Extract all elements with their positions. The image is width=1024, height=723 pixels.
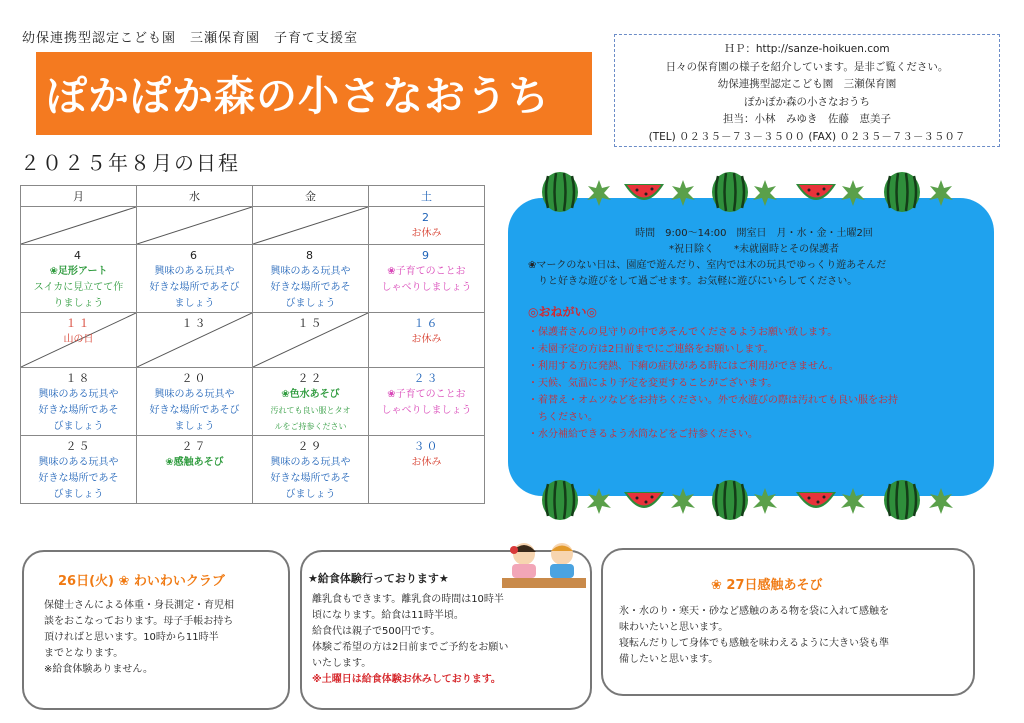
watermelon-icon [708, 170, 752, 214]
opening-exceptions: *祝日除く *未就園時とその保護者 [669, 244, 839, 255]
event-text: 汚れても良い服とタオ [270, 406, 351, 415]
request-item: ・保護者さんの見守りの中であそんでくださるようお願い致します。 [528, 327, 838, 338]
event-text: しゃべりしましょう [381, 405, 472, 416]
watermelon-icon [538, 170, 582, 214]
calendar-day-cell [21, 313, 137, 368]
weekday-header: 月 [21, 186, 137, 207]
watermelon-icon [880, 478, 924, 522]
request-item: ・天候、気温により予定を変更することがございます。 [528, 378, 778, 389]
day-number: １３ [181, 317, 208, 330]
event-text: ❀感触あそび [165, 457, 224, 468]
day-number: ２０ [181, 372, 208, 385]
closed-day-slash [137, 313, 252, 367]
day-number: ３０ [413, 440, 440, 453]
box-text: 談をおこなっております。母子手帳お持ち [44, 616, 234, 627]
event-text: 興味のある玩具や [154, 266, 235, 277]
event-text: しゃべりしましょう [381, 282, 472, 293]
schedule-calendar [20, 185, 485, 504]
saturday-warning: ※土曜日は給食体験お休みしております。 [312, 674, 501, 685]
calendar-day-cell [369, 368, 485, 436]
box-text: 味わいたいと思います。 [619, 622, 729, 633]
day-number: 9 [422, 249, 431, 262]
notice-text: ❀マークのない日は、園庭で遊んだり、室内では木の玩具でゆっくり遊あそんだ [528, 260, 887, 271]
watermelon-icon [708, 478, 752, 522]
day-number: １１ [65, 317, 92, 330]
event-text: 好きな場所であそ [270, 282, 351, 293]
event-text: ❀子育てのことお [387, 389, 466, 400]
children-eating-illustration [498, 540, 590, 592]
event-text: びましょう [285, 489, 336, 500]
leaf-icon [584, 486, 614, 516]
notice-text: りと好きな遊びをして過ごせます。お気軽に遊びにいらしてください。 [538, 276, 858, 287]
event-text: びましょう [285, 298, 336, 309]
event-text: ましょう [174, 298, 215, 309]
day-number: １６ [413, 317, 440, 330]
calendar-day-cell [137, 313, 253, 368]
calendar-day-cell [137, 245, 253, 313]
watermelon-slice-icon [622, 170, 666, 214]
event-text: 好きな場所であそ [38, 405, 119, 416]
leaf-icon [668, 178, 698, 208]
event-text: お休み [411, 228, 442, 239]
day-number: １５ [297, 317, 324, 330]
leaf-icon [926, 486, 956, 516]
box-text: いたします。 [312, 658, 372, 669]
box-text: 体験ご希望の方は2日前までご予約をお願い [312, 642, 509, 653]
day-number: ２５ [65, 440, 92, 453]
month-title: ２０２５年８月の日程 [20, 151, 240, 175]
box-text: 氷・水のり・寒天・砂など感触のある物を袋に入れて感触を [619, 606, 889, 617]
event-text: 興味のある玩具や [154, 389, 235, 400]
event-text: ❀子育てのことお [387, 266, 466, 277]
event-text: 興味のある玩具や [38, 389, 119, 400]
box-text: 寝転んだりして身体でも感触を味わえるように大きい袋も準 [619, 638, 889, 649]
calendar-day-cell [253, 436, 369, 504]
leaf-icon [838, 178, 868, 208]
event-text: 興味のある玩具や [270, 457, 351, 468]
box-text: ※給食体験ありません。 [44, 664, 153, 675]
box-text: 給食代は親子で500円です。 [312, 626, 441, 637]
event-text: 興味のある玩具や [270, 266, 351, 277]
calendar-day-cell [253, 313, 369, 368]
request-item: ・利用する方に発熱、下痢の症状がある時にはご利用ができません。 [528, 361, 839, 372]
calendar-day-cell [369, 436, 485, 504]
staff-line: 担当：小林 みゆき 佐藤 恵美子 [723, 113, 891, 125]
event-text: お休み [411, 457, 442, 468]
info-line: 日々の保育園の様子を紹介しています。是非ご覧ください。 [665, 60, 949, 73]
watermelon-decoration-bottom [538, 472, 968, 528]
watermelon-slice-icon [794, 478, 838, 522]
homepage-line: ＨＰ：http://sanze-hoikuen.com [724, 43, 890, 55]
calendar-day-cell [369, 313, 485, 368]
watermelon-slice-icon [622, 478, 666, 522]
event-text: ルをご持参ください [274, 422, 347, 431]
request-item: ・水分補給できるよう水筒などをご持参ください。 [528, 429, 758, 440]
event-text: 好きな場所であそび [149, 405, 240, 416]
day-number: 4 [74, 249, 83, 262]
info-line: 幼保連携型認定こども園 三瀬保育園 [717, 78, 897, 90]
request-item: ちください。 [528, 412, 598, 423]
notice-content [528, 226, 980, 443]
box-text: 備したいと思います。 [619, 654, 719, 665]
texture-play-title: ❀ 27日感触あそび [711, 578, 823, 593]
waiwai-club-title: 26日(火) ❀ わいわいクラブ [58, 574, 225, 589]
event-text: びましょう [53, 489, 104, 500]
calendar-day-cell [253, 207, 369, 245]
leaf-icon [584, 178, 614, 208]
event-text: 好きな場所であそび [149, 282, 240, 293]
texture-play-box [601, 548, 975, 696]
calendar-day-cell [21, 436, 137, 504]
contact-info-box [614, 34, 1000, 147]
calendar-day-cell [21, 245, 137, 313]
day-number: １８ [65, 372, 92, 385]
calendar-day-cell [137, 368, 253, 436]
request-item: ・着替え・オムツなどをお持ちください。外で水遊びの際は汚れても良い服をお持 [528, 395, 898, 406]
calendar-day-cell [253, 245, 369, 313]
organization-name: 幼保連携型認定こども園 三瀬保育園 子育て支援室 [22, 31, 359, 46]
day-number: ２９ [297, 440, 324, 453]
box-text: 頃になります。給食は11時半頃。 [312, 610, 464, 621]
leaf-icon [750, 486, 780, 516]
lunch-experience-title: ★給食体験行っております★ [308, 572, 449, 585]
weekday-header: 水 [137, 186, 253, 207]
day-number: 6 [190, 249, 199, 262]
calendar-day-cell [21, 207, 137, 245]
closed-day-slash [21, 207, 136, 244]
phone-line: (TEL) ０２３５－７３－３５００ (FAX) ０２３５－７３－３５０７ [648, 130, 966, 143]
watermelon-icon [880, 170, 924, 214]
event-text: 好きな場所であそ [38, 473, 119, 484]
event-text: ましょう [174, 421, 215, 432]
opening-hours: 時間 9:00～14:00 開室日 月・水・金・土曜2回 [635, 228, 873, 239]
watermelon-icon [538, 478, 582, 522]
leaf-icon [668, 486, 698, 516]
event-text: 興味のある玩具や [38, 457, 119, 468]
info-line: ぽかぽか森の小さなおうち [744, 95, 870, 108]
box-text: 離乳食もできます。離乳食の時間は10時半 [312, 594, 504, 605]
calendar-day-cell [137, 207, 253, 245]
event-text: びましょう [53, 421, 104, 432]
leaf-icon [838, 486, 868, 516]
request-item: ・未園予定の方は2日前までにご連絡をお願いします。 [528, 344, 774, 355]
waiwai-club-box [22, 550, 290, 710]
event-text: ❀足形アート [49, 266, 108, 277]
calendar-day-cell [369, 245, 485, 313]
request-heading: ◎おねがい◎ [528, 305, 597, 319]
calendar-day-cell [21, 368, 137, 436]
calendar-day-cell [369, 207, 485, 245]
event-text: スイカに見立てて作 [33, 282, 124, 293]
leaf-icon [926, 178, 956, 208]
day-number: ２３ [413, 372, 440, 385]
weekday-header: 金 [253, 186, 369, 207]
calendar-day-cell [137, 436, 253, 504]
event-text: ❀色水あそび [281, 389, 340, 400]
closed-day-slash [253, 313, 368, 367]
weekday-header: 土 [369, 186, 485, 207]
event-text: お休み [411, 334, 442, 345]
calendar-day-cell [253, 368, 369, 436]
box-text: 頂ければと思います。10時から11時半 [44, 632, 219, 643]
banner-title: ぽかぽか森の小さなおうち [46, 72, 550, 120]
event-text: 山の日 [63, 334, 94, 345]
closed-day-slash [137, 207, 252, 244]
watermelon-slice-icon [794, 170, 838, 214]
day-number: ２７ [181, 440, 208, 453]
box-text: 保健士さんによる体重・身長測定・育児相 [44, 600, 234, 611]
day-number: 2 [422, 211, 431, 224]
watermelon-decoration-top [538, 164, 968, 220]
closed-day-slash [253, 207, 368, 244]
leaf-icon [750, 178, 780, 208]
box-text: までとなります。 [44, 648, 124, 659]
lunch-experience-box [300, 550, 592, 710]
event-text: りましょう [53, 298, 104, 309]
day-number: ２２ [297, 372, 324, 385]
day-number: 8 [306, 249, 315, 262]
event-text: 好きな場所であそ [270, 473, 351, 484]
